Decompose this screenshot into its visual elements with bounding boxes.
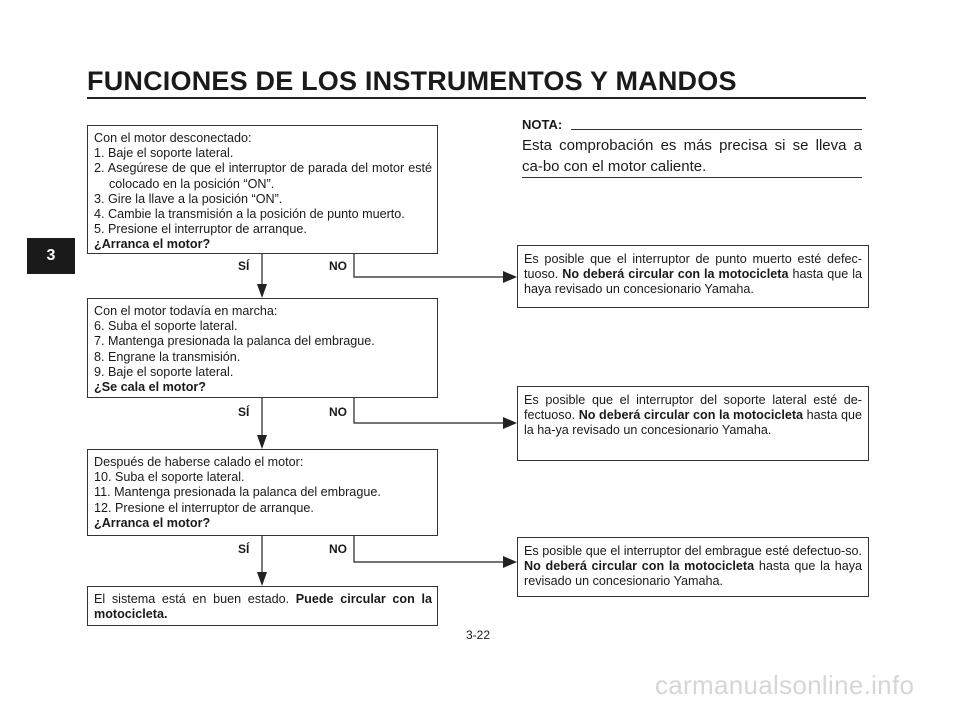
box1-step-4: 4. Cambie la transmisión a la posición de punto muerto. bbox=[94, 207, 405, 222]
result1-bold: No deberá circular con la motocicleta bbox=[562, 267, 789, 282]
box2-intro: Con el motor todavía en marcha: bbox=[94, 304, 278, 318]
arrow-right-2 bbox=[503, 417, 517, 429]
arrow-down-3 bbox=[257, 572, 267, 586]
box3-step-10: 10. Suba el soporte lateral. bbox=[94, 470, 245, 485]
nota-label: NOTA: bbox=[522, 117, 563, 132]
no-connector-1 bbox=[354, 254, 509, 277]
box4-text: El sistema está en buen estado. bbox=[94, 592, 296, 606]
watermark: carmanualsonline.info bbox=[655, 670, 915, 700]
flow-result-box-1 bbox=[517, 245, 869, 308]
no-connector-2 bbox=[354, 398, 509, 423]
yes-label-1: SÍ bbox=[238, 259, 250, 273]
arrow-down-2 bbox=[257, 435, 267, 449]
result1-text-end: hasta que la haya revisado un concesionario Yamaha. bbox=[524, 267, 862, 297]
yes-label-3: SÍ bbox=[238, 542, 250, 556]
page-number: 3-22 bbox=[466, 628, 491, 642]
result3-bold: No deberá circular con la motocicleta bbox=[524, 559, 755, 574]
box4-bold-text: Puede circular con la motocicleta. bbox=[94, 592, 432, 622]
flow-result-ok-box bbox=[87, 586, 438, 626]
flow-result-box-2 bbox=[517, 386, 869, 461]
chapter-tab: 3 bbox=[27, 238, 75, 274]
box1-intro: Con el motor desconectado: bbox=[94, 131, 252, 145]
nota-text: Esta comprobación es más precisa si se lleva a ca-bo con el motor caliente. bbox=[522, 137, 862, 175]
flow-step-box-3 bbox=[87, 449, 438, 536]
result2-text: Es posible que el interruptor del soporte lateral esté de-fectuoso. bbox=[524, 393, 862, 423]
box3-question: ¿Arranca el motor? bbox=[94, 515, 211, 530]
no-label-1: NO bbox=[329, 259, 347, 273]
flow-result-box-3 bbox=[517, 537, 869, 597]
arrow-down-1 bbox=[257, 284, 267, 298]
box1-step-5: 5. Presione el interruptor de arranque. bbox=[94, 222, 307, 237]
box2-question: ¿Se cala el motor? bbox=[94, 380, 206, 395]
box1-step-3: 3. Gire la llave a la posición “ON”. bbox=[94, 191, 283, 206]
box1-question: ¿Arranca el motor? bbox=[94, 237, 211, 252]
no-label-3: NO bbox=[329, 542, 347, 556]
yes-label-2: SÍ bbox=[238, 405, 250, 419]
no-connector-3 bbox=[354, 536, 509, 562]
box2-step-7: 7. Mantenga presionada la palanca del embrague. bbox=[94, 334, 375, 349]
result1-text: Es posible que el interruptor de punto muerto esté defec-tuoso. bbox=[524, 252, 862, 282]
box3-intro: Después de haberse calado el motor: bbox=[94, 455, 304, 469]
page-title: FUNCIONES DE LOS INSTRUMENTOS Y MANDOS bbox=[87, 66, 737, 96]
result3-text: Es posible que el interruptor del embrague esté defectuo-so. bbox=[524, 544, 862, 558]
arrow-right-3 bbox=[503, 556, 517, 568]
box2-step-9: 9. Baje el soporte lateral. bbox=[94, 364, 234, 379]
box2-step-6: 6. Suba el soporte lateral. bbox=[94, 319, 238, 334]
flow-step-box-1 bbox=[87, 125, 438, 254]
box1-step-2: 2. Asegúrese de que el interruptor de parada del motor esté colocado en la posición “ON”. bbox=[94, 161, 432, 191]
box1-step-1: 1. Baje el soporte lateral. bbox=[94, 146, 234, 161]
box2-step-8: 8. Engrane la transmisión. bbox=[94, 349, 241, 364]
no-label-2: NO bbox=[329, 405, 347, 419]
result3-text-end: hasta que la haya revisado un concesionario Yamaha. bbox=[524, 559, 862, 589]
arrow-right-1 bbox=[503, 271, 517, 283]
flow-step-box-2 bbox=[87, 298, 438, 398]
result2-text-end: hasta que la ha-ya revisado un concesionario Yamaha. bbox=[524, 408, 862, 438]
box3-step-12: 12. Presione el interruptor de arranque. bbox=[94, 500, 314, 515]
result2-bold: No deberá circular con la motocicleta bbox=[578, 408, 804, 423]
box3-step-11: 11. Mantenga presionada la palanca del embrague. bbox=[94, 485, 381, 500]
